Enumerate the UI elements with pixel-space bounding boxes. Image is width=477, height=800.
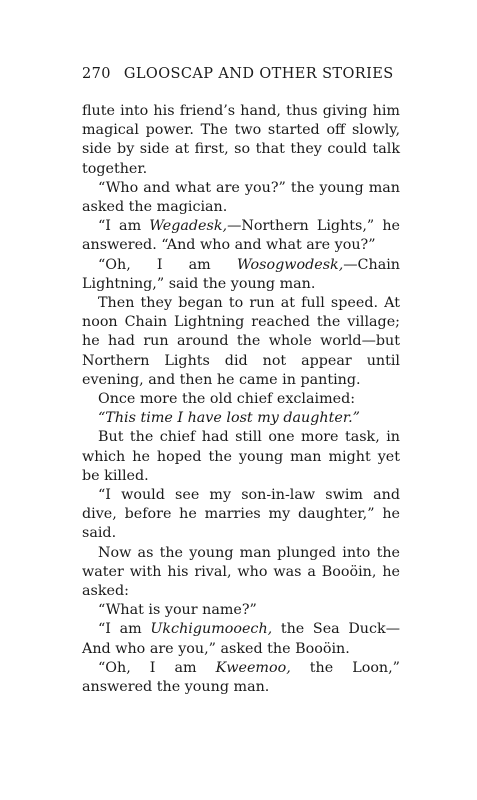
paragraph: [82, 390, 400, 409]
paragraph: [82, 544, 400, 602]
italic-term: Wosogwodesk,: [236, 256, 344, 273]
text-run: Now as the young man plunged into the water with his rival, who was a Booöin, he asked:: [82, 544, 400, 600]
text-run: “This time I have lost my daughter.”: [98, 410, 360, 427]
text-run: “Who and what are you?” the young man asked the magician.: [82, 179, 400, 216]
paragraph: [82, 294, 400, 390]
paragraph: [82, 102, 400, 179]
text-run: the Loon,” answered the young man.: [82, 659, 400, 696]
paragraph: [82, 659, 400, 697]
italic-term: Ukchigumooech,: [150, 621, 273, 638]
paragraph: [82, 620, 400, 658]
text-run: “I am: [98, 218, 150, 235]
page-header: [82, 66, 402, 82]
body-text: [82, 102, 400, 697]
text-run: Once more the old chief exclaimed:: [98, 391, 356, 408]
running-title: GLOOSCAP AND OTHER STORIES: [123, 66, 394, 82]
paragraph: [82, 601, 400, 620]
text-run: —Chain Lightning,” said the young man.: [82, 256, 400, 292]
italic-term: Kweemoo,: [215, 659, 291, 676]
paragraph: [82, 409, 400, 428]
text-run: But the chief had still one more task, in which he hoped the young man might yet be killed.: [82, 429, 400, 484]
paragraph: [82, 256, 400, 294]
text-run: flute into his friend’s hand, thus giving him magical power. The two started off slowly, side by side at first, so that they could talk together.: [82, 103, 400, 177]
text-run: “I am: [98, 621, 151, 638]
text-run: the Sea Duck—And who are you,” asked the Booöin.: [82, 621, 400, 657]
page-number: 270: [82, 66, 111, 82]
paragraph: [82, 428, 400, 486]
text-run: Then they began to run at full speed. At noon Chain Lightning reached the village; he had run around the whole world—but Northern Lights did not appear until evening, and then he came in panting.: [82, 295, 400, 388]
italic-term: Wegadesk,: [149, 218, 228, 235]
text-run: —Northern Lights,” he answered. “And who and what are you?”: [82, 218, 400, 254]
paragraph: [82, 486, 400, 544]
text-run: “I would see my son-in-law swim and dive, before he marries my daughter,” he said.: [82, 487, 400, 542]
paragraph: [82, 217, 400, 255]
text-run: “Oh, I am: [98, 659, 216, 676]
text-run: “Oh, I am: [98, 256, 237, 273]
paragraph: [82, 179, 400, 217]
text-run: “What is your name?”: [98, 602, 257, 619]
